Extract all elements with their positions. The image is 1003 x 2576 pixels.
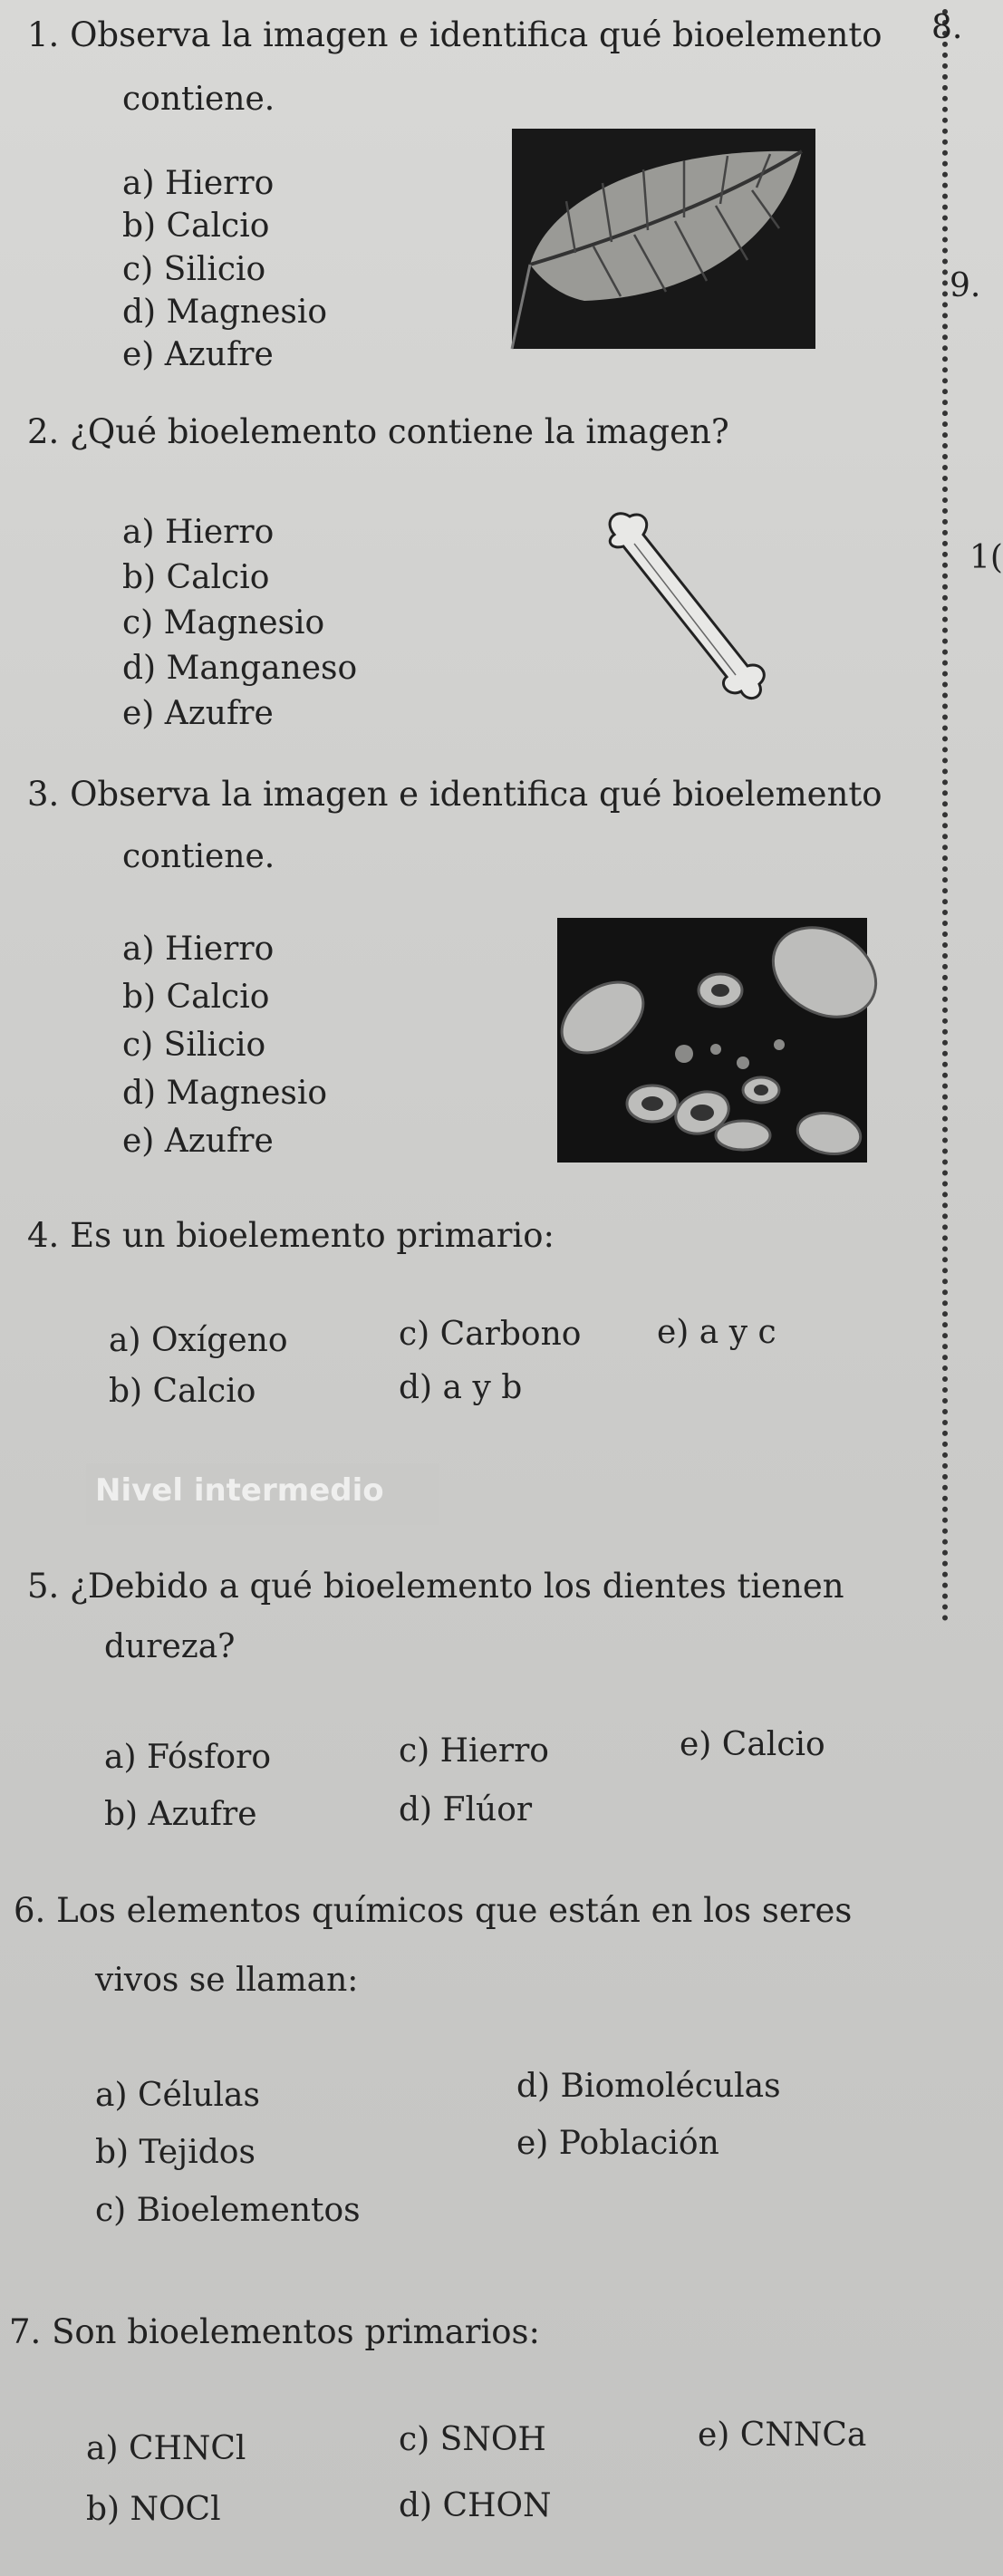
option-a[interactable]: a) Hierro (122, 931, 275, 968)
option-d[interactable]: d) Manganeso (122, 650, 358, 687)
question-stem: dureza? (104, 1628, 236, 1665)
option-c[interactable]: c) Silicio (122, 1027, 266, 1064)
option-e[interactable]: e) Azufre (122, 695, 274, 732)
question-stem: 1. Observa la imagen e identifica qué bioelemento (27, 15, 882, 54)
option-a[interactable]: a) Fósforo (104, 1739, 271, 1776)
leaf-image (512, 129, 815, 349)
option-c[interactable]: c) Carbono (399, 1316, 582, 1353)
question-stem: vivos se llaman: (95, 1962, 359, 1999)
option-e[interactable]: e) Población (516, 2125, 719, 2162)
option-c[interactable]: c) SNOH (399, 2421, 546, 2458)
right-question-number: 1( (969, 539, 1003, 576)
option-c[interactable]: c) Silicio (122, 251, 266, 288)
option-a[interactable]: a) Oxígeno (109, 1322, 288, 1359)
question-stem: 7. Son bioelementos primarios: (9, 2312, 541, 2351)
option-d[interactable]: d) a y b (399, 1369, 523, 1406)
dotted-margin-line (942, 9, 948, 1622)
option-c[interactable]: c) Hierro (399, 1732, 549, 1770)
option-b[interactable]: b) Tejidos (95, 2134, 256, 2171)
question-stem: 2. ¿Qué bioelemento contiene la imagen? (27, 412, 729, 451)
option-e[interactable]: e) a y c (657, 1314, 776, 1351)
faded-section-label: Nivel intermedio (86, 1463, 439, 1525)
red-blood-cells-image (557, 918, 867, 1163)
option-e[interactable]: e) Azufre (122, 336, 274, 373)
question-stem: 3. Observa la imagen e identifica qué bioelemento (27, 775, 882, 814)
option-d[interactable]: d) CHON (399, 2487, 552, 2524)
option-d[interactable]: d) Magnesio (122, 1075, 328, 1112)
question-stem: contiene. (122, 81, 275, 118)
option-c[interactable]: c) Magnesio (122, 604, 325, 642)
right-question-number: 8. (931, 9, 963, 46)
option-b[interactable]: b) NOCl (86, 2491, 221, 2528)
question-stem: 5. ¿Debido a qué bioelemento los dientes tienen (27, 1567, 844, 1606)
option-b[interactable]: b) Calcio (122, 979, 270, 1016)
option-c[interactable]: c) Bioelementos (95, 2192, 361, 2229)
option-e[interactable]: e) Calcio (680, 1726, 825, 1763)
option-d[interactable]: d) Flúor (399, 1791, 533, 1828)
option-e[interactable]: e) CNNCa (698, 2417, 867, 2454)
option-a[interactable]: a) Hierro (122, 514, 275, 551)
bone-image (580, 503, 775, 707)
option-b[interactable]: b) Calcio (109, 1373, 256, 1410)
option-b[interactable]: b) Calcio (122, 559, 270, 596)
option-a[interactable]: a) Hierro (122, 165, 275, 202)
option-d[interactable]: d) Magnesio (122, 294, 328, 331)
question-stem: 4. Es un bioelemento primario: (27, 1216, 555, 1255)
question-stem: 6. Los elementos químicos que están en los seres (14, 1891, 853, 1930)
option-a[interactable]: a) Células (95, 2077, 260, 2114)
option-b[interactable]: b) Azufre (104, 1796, 257, 1833)
option-a[interactable]: a) CHNCl (86, 2430, 246, 2467)
option-e[interactable]: e) Azufre (122, 1123, 274, 1160)
right-question-number: 9. (950, 267, 981, 304)
question-stem: contiene. (122, 838, 275, 875)
option-b[interactable]: b) Calcio (122, 207, 270, 245)
option-d[interactable]: d) Biomoléculas (516, 2068, 781, 2105)
